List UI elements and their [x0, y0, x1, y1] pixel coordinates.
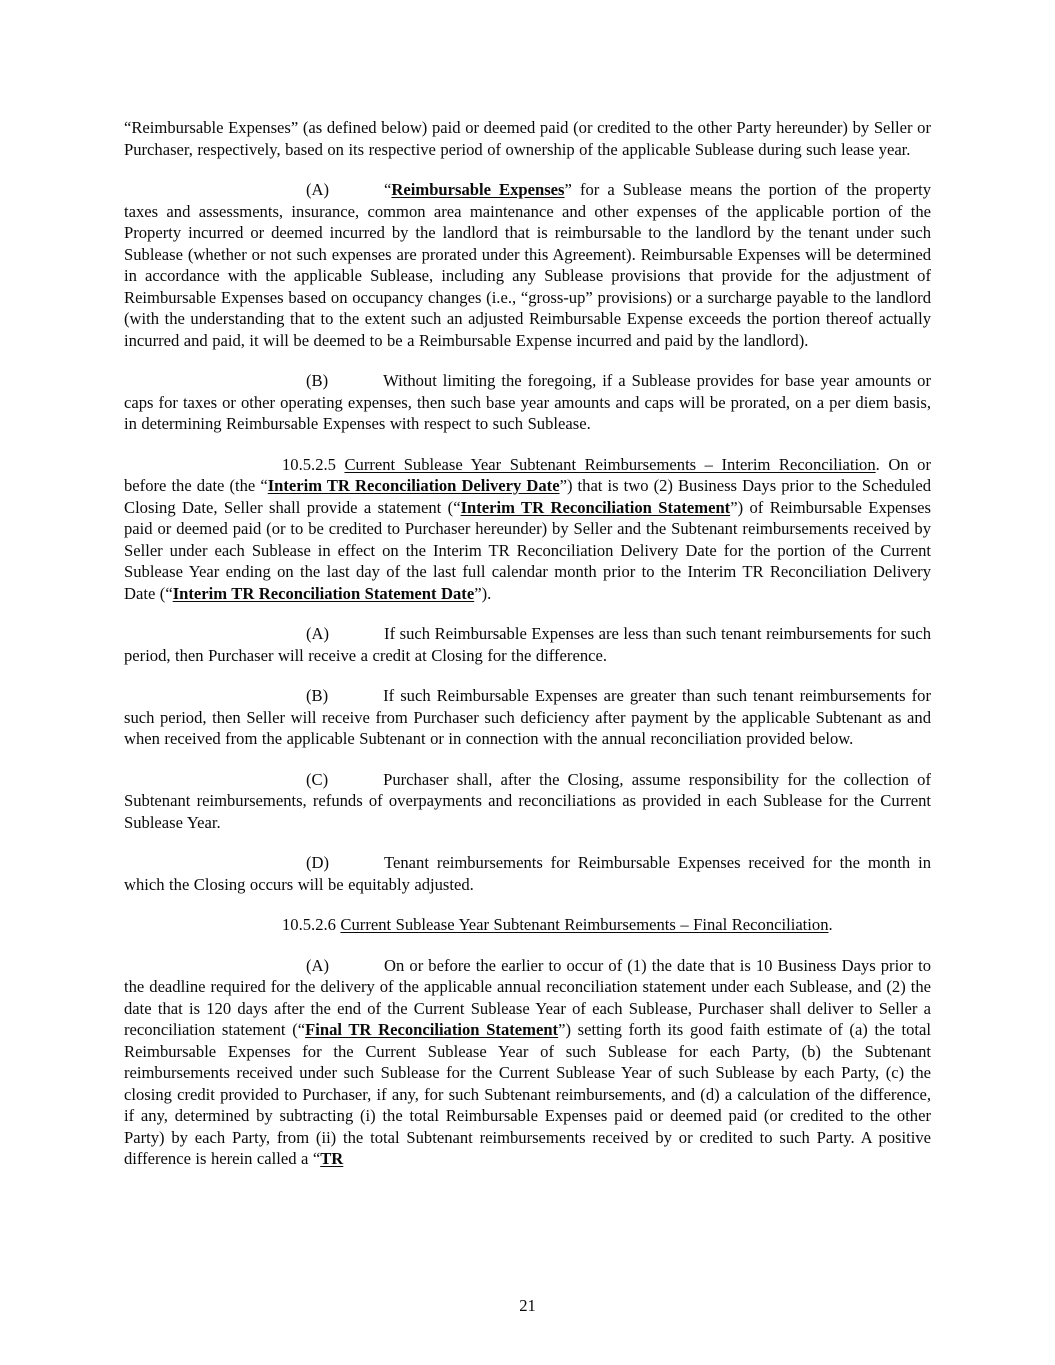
- text-run: . On or before the date (the “: [124, 454, 931, 495]
- clause-a-final-tr-statement: [124, 955, 931, 1170]
- text-run: ” for a Sublease means the portion of the property taxes and assessments, insurance, common area maintenance and other expenses of the applicable portion of the Property incurred or deemed incurred by the landlord that is reimbursable to the landlord by the tenant under such Sublease (whether or not such expenses are prorated under this Agreement). Reimbursable Expenses will be determined in accordance with the applicable Sublease, including any Sublease provisions that provide for the adjustment of Reimbursable Expenses based on occupancy changes (i.e., “gross-up” provisions) or a surcharge payable to the landlord (with the understanding that to the extent such an adjusted Reimbursable Expense exceeds the portion thereof actually incurred and paid, it will be deemed to be a Reimbursable Expense incurred and paid by the landlord).: [124, 180, 932, 350]
- text-run: Purchaser shall, after the Closing, assume responsibility for the collection of Subtenant reimbursements, refunds of overpayments and reconciliations as provided in each Sublease for the Current Sublease Year.: [124, 769, 931, 832]
- defined-term: Final TR Reconciliation Statement: [305, 1020, 559, 1039]
- section-10-5-2-6-final-reconciliation: [124, 914, 931, 936]
- text-run: ”) setting forth its good faith estimate of (a) the total Reimbursable Expenses for the Current Sublease Year of such Sublease for each Party, (b) the Subtenant reimbursements received under such Sublease for the Current Sublease Year of such Sublease by each Party, (c) the closing credit provided to Purchaser, if any, for such Subtenant reimbursements, and (d) a calculation of the difference, if any, determined by subtracting (i) the total Reimbursable Expenses paid or deemed paid (or credited to the other Party) by each Party, from (ii) the total Subtenant reimbursements received by or credited to such Party. A positive difference is herein called a “: [124, 1020, 931, 1168]
- defined-term: Interim TR Reconciliation Delivery Date: [267, 476, 560, 495]
- section-heading: Current Sublease Year Subtenant Reimbursements – Final Reconciliation: [340, 915, 829, 934]
- text-run: (D): [306, 853, 330, 872]
- clause-d-equitable-adjustment: [124, 852, 931, 895]
- text-run: “: [384, 180, 392, 199]
- defined-term: Interim TR Reconciliation Statement Date: [172, 583, 475, 603]
- clause-a-credit-at-closing: [124, 623, 931, 666]
- text-run: 10.5.2.6: [282, 915, 341, 934]
- clause-a-reimbursable-expenses-definition: [124, 179, 931, 351]
- text-run: ”) that is two (2) Business Days prior to the Scheduled Closing Date, Seller shall provide a statement (“: [124, 476, 931, 517]
- clause-b-deficiency: [124, 685, 931, 750]
- text-run: (C): [306, 769, 329, 789]
- text-run: (A): [306, 624, 330, 643]
- defined-term: TR: [320, 1149, 344, 1168]
- text-run: (A): [306, 180, 330, 199]
- defined-term: Interim TR Reconciliation Statement: [460, 497, 731, 517]
- text-run: 10.5.2.5: [282, 454, 345, 474]
- text-run: Without limiting the foregoing, if a Sublease provides for base year amounts or caps for taxes or other operating expenses, then such base year amounts and caps will be prorated, on a per diem basis, in determining Reimbursable Expenses with respect to such Sublease.: [124, 371, 931, 433]
- text-run: If such Reimbursable Expenses are greater than such tenant reimbursements for such period, then Seller will receive from Purchaser such deficiency after payment by the applicable Subtenant as and when received from the applicable Subtenant or in connection with the annual reconciliation provided below.: [124, 686, 931, 748]
- text-run: ”).: [474, 583, 492, 603]
- text-run: On or before the earlier to occur of (1) the date that is 10 Business Days prior to the deadline required for the delivery of the applicable annual reconciliation statement under each Sublease, and (2) the date that is 120 days after the end of the Current Sublease Year of each Sublease, Purchaser shall deliver to Seller a reconciliation statement (“: [124, 955, 931, 1039]
- continuation-paragraph: [124, 117, 931, 160]
- text-run: (B): [306, 686, 329, 705]
- clause-c-collection-responsibility: [124, 769, 931, 834]
- clause-b-base-year: [124, 370, 931, 435]
- page-number: 21: [519, 1296, 536, 1315]
- text-run: (A): [306, 955, 330, 975]
- section-heading: Current Sublease Year Subtenant Reimbursements – Interim Reconciliation: [344, 454, 876, 474]
- defined-term: Reimbursable Expenses: [391, 180, 565, 199]
- section-10-5-2-5-interim-reconciliation: [124, 454, 931, 605]
- text-run: .: [828, 915, 833, 934]
- document-body: [124, 117, 931, 1170]
- text-run: “Reimbursable Expenses” (as defined below) paid or deemed paid (or credited to the other Party hereunder) by Seller or Purchaser, respectively, based on its respective period of ownership of the applicable Sublease during such lease year.: [124, 118, 931, 159]
- text-run: If such Reimbursable Expenses are less than such tenant reimbursements for such period, then Purchaser will receive a credit at Closing for the difference.: [124, 624, 931, 665]
- text-run: ”) of Reimbursable Expenses paid or deemed paid (or to be credited to Purchaser hereunder) by Seller and the Subtenant reimbursements received by Seller under each Sublease in effect on the Interim TR Reconciliation Delivery Date for the portion of the Current Sublease Year ending on the last day of the last full calendar month prior to the Interim TR Reconciliation Delivery Date (“: [124, 497, 931, 603]
- text-run: (B): [306, 371, 329, 390]
- text-run: Tenant reimbursements for Reimbursable Expenses received for the month in which the Closing occurs will be equitably adjusted.: [124, 853, 931, 894]
